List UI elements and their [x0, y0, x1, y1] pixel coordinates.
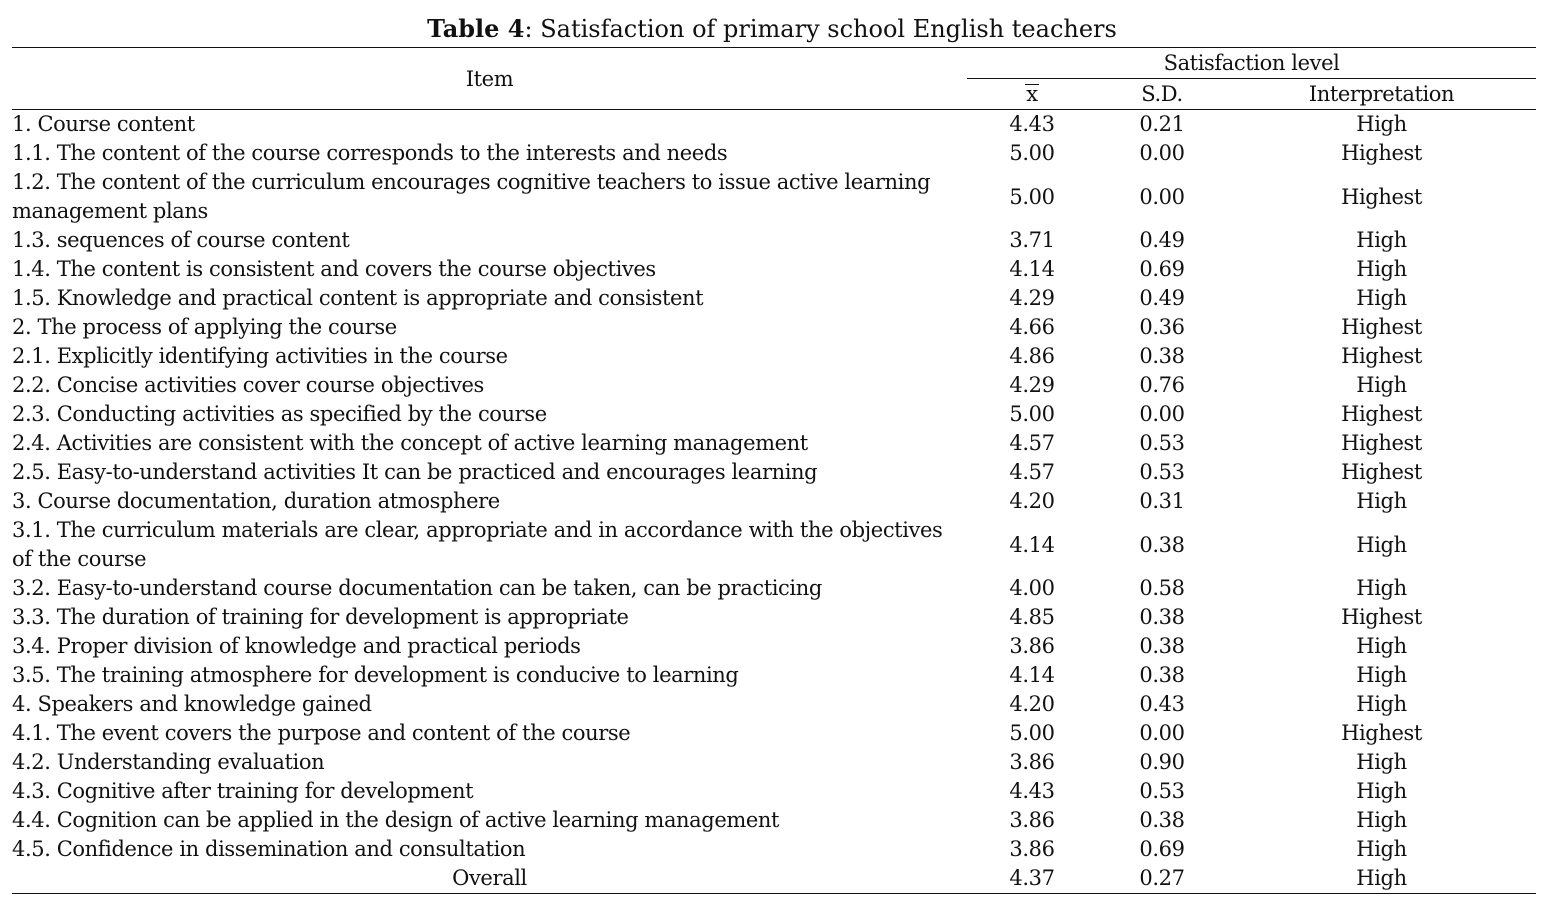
- item-column-header: Item: [12, 48, 967, 110]
- mean-cell: 4.43: [1009, 779, 1055, 803]
- mean-symbol: x: [1026, 82, 1038, 106]
- sd-cell: 0.38: [1139, 808, 1185, 832]
- sd-cell: 0.38: [1139, 605, 1185, 629]
- item-cell: 1.2. The content of the curriculum encourages cognitive teachers to issue active learning management plans: [12, 170, 931, 223]
- interpretation-cell: Highest: [1341, 315, 1422, 339]
- item-cell: 3. Course documentation, duration atmosphere: [12, 489, 500, 513]
- sd-cell: 0.00: [1139, 721, 1185, 745]
- mean-cell: 4.29: [1009, 373, 1055, 397]
- interpretation-cell: Highest: [1341, 605, 1422, 629]
- mean-cell: 4.85: [1009, 605, 1055, 629]
- interpretation-cell: Highest: [1341, 721, 1422, 745]
- interpretation-cell: High: [1356, 489, 1407, 513]
- interpretation-cell: High: [1356, 228, 1407, 252]
- item-cell: 4.5. Confidence in dissemination and consultation: [12, 837, 526, 861]
- sd-cell: 0.58: [1139, 576, 1185, 600]
- mean-cell: 4.14: [1009, 532, 1055, 557]
- interpretation-cell: High: [1356, 808, 1407, 832]
- interpretation-cell: Highest: [1341, 431, 1422, 455]
- interpretation-cell: High: [1356, 576, 1407, 600]
- mean-cell: 5.00: [1009, 184, 1055, 209]
- table-row: [12, 371, 1536, 400]
- sd-cell: 0.49: [1139, 286, 1185, 310]
- sd-cell: 0.38: [1139, 634, 1185, 658]
- item-cell: 2. The process of applying the course: [12, 315, 397, 339]
- item-cell: 4.4. Cognition can be applied in the design of active learning management: [12, 808, 780, 832]
- interpretation-cell: Highest: [1341, 402, 1422, 426]
- interpretation-cell: Highest: [1341, 141, 1422, 165]
- item-cell: 3.3. The duration of training for development is appropriate: [12, 605, 629, 629]
- item-cell: 1. Course content: [12, 112, 195, 136]
- table-row: [12, 603, 1536, 632]
- table-row: [12, 748, 1536, 777]
- sd-cell: 0.31: [1139, 489, 1185, 513]
- interpretation-cell: High: [1356, 692, 1407, 716]
- satisfaction-level-header: Satisfaction level: [967, 48, 1536, 79]
- interpretation-cell: Highest: [1341, 184, 1422, 209]
- table-row: [12, 574, 1536, 603]
- interpretation-cell: High: [1356, 286, 1407, 310]
- item-cell: 3.2. Easy-to-understand course documentation can be taken, can be practicing: [12, 576, 822, 600]
- mean-cell: 5.00: [1009, 402, 1055, 426]
- table-row: [12, 139, 1536, 168]
- mean-cell: 3.86: [1009, 634, 1055, 658]
- table-row: [12, 284, 1536, 313]
- item-cell: 4.1. The event covers the purpose and content of the course: [12, 721, 631, 745]
- table-caption-text: : Satisfaction of primary school English teachers: [524, 15, 1117, 43]
- item-cell: 3.1. The curriculum materials are clear, appropriate and in accordance with the objectives of the course: [12, 518, 943, 571]
- mean-cell: 3.86: [1009, 808, 1055, 832]
- sd-cell: 0.38: [1139, 663, 1185, 687]
- item-cell: 2.4. Activities are consistent with the concept of active learning management: [12, 431, 808, 455]
- table-row: [12, 400, 1536, 429]
- interpretation-cell: High: [1356, 634, 1407, 658]
- sd-cell: 0.38: [1139, 532, 1185, 557]
- mean-cell: 3.86: [1009, 750, 1055, 774]
- interpretation-cell: High: [1356, 112, 1407, 136]
- sd-cell: 0.53: [1139, 779, 1185, 803]
- table-row: [12, 458, 1536, 487]
- interpretation-cell: High: [1356, 779, 1407, 803]
- mean-cell: 4.43: [1009, 112, 1055, 136]
- mean-cell: 4.20: [1009, 692, 1055, 716]
- interpretation-column-header: Interpretation: [1227, 79, 1536, 110]
- item-cell: 1.5. Knowledge and practical content is appropriate and consistent: [12, 286, 704, 310]
- satisfaction-table: [12, 47, 1536, 894]
- mean-cell: 4.29: [1009, 286, 1055, 310]
- sd-cell: 0.76: [1139, 373, 1185, 397]
- mean-cell: 3.71: [1009, 228, 1055, 252]
- table-row: [12, 313, 1536, 342]
- sd-cell: 0.21: [1139, 112, 1185, 136]
- item-cell: 2.2. Concise activities cover course objectives: [12, 373, 484, 397]
- interpretation-cell: High: [1356, 532, 1407, 557]
- interpretation-cell: High: [1356, 373, 1407, 397]
- table-row: [12, 487, 1536, 516]
- table-caption-label: Table 4: [427, 14, 525, 43]
- table-row: [12, 661, 1536, 690]
- mean-cell: 5.00: [1009, 721, 1055, 745]
- item-cell: 4.2. Understanding evaluation: [12, 750, 325, 774]
- sd-cell: 0.00: [1139, 184, 1185, 209]
- mean-cell: 4.14: [1009, 663, 1055, 687]
- mean-cell: 4.57: [1009, 431, 1055, 455]
- sd-cell: 0.43: [1139, 692, 1185, 716]
- sd-column-header: S.D.: [1097, 79, 1227, 110]
- interpretation-cell: High: [1356, 750, 1407, 774]
- overall-row: [12, 864, 1536, 894]
- item-cell: 2.5. Easy-to-understand activities It can be practiced and encourages learning: [12, 460, 818, 484]
- mean-cell: 4.20: [1009, 489, 1055, 513]
- item-cell: 1.1. The content of the course corresponds to the interests and needs: [12, 141, 728, 165]
- sd-cell: 0.00: [1139, 141, 1185, 165]
- sd-cell: 0.00: [1139, 402, 1185, 426]
- sd-cell: 0.90: [1139, 750, 1185, 774]
- item-cell: 1.4. The content is consistent and covers the course objectives: [12, 257, 656, 281]
- sd-cell: 0.53: [1139, 431, 1185, 455]
- table-row: [12, 226, 1536, 255]
- table-row: [12, 516, 1536, 574]
- sd-cell: 0.49: [1139, 228, 1185, 252]
- overall-sd-cell: 0.27: [1097, 864, 1227, 894]
- table-row: [12, 632, 1536, 661]
- mean-cell: 4.14: [1009, 257, 1055, 281]
- overall-label-cell: Overall: [12, 864, 967, 894]
- mean-column-header: [967, 79, 1097, 110]
- mean-cell: 4.57: [1009, 460, 1055, 484]
- item-cell: 2.3. Conducting activities as specified by the course: [12, 402, 547, 426]
- item-cell: 4.3. Cognitive after training for development: [12, 779, 474, 803]
- table-caption: [0, 14, 1544, 44]
- table-row: [12, 835, 1536, 864]
- item-cell: 2.1. Explicitly identifying activities in the course: [12, 344, 508, 368]
- table-row: [12, 429, 1536, 458]
- sd-cell: 0.53: [1139, 460, 1185, 484]
- interpretation-cell: High: [1356, 663, 1407, 687]
- item-cell: 1.3. sequences of course content: [12, 228, 350, 252]
- item-cell: 3.5. The training atmosphere for development is conducive to learning: [12, 663, 739, 687]
- table-row: [12, 690, 1536, 719]
- interpretation-cell: High: [1356, 257, 1407, 281]
- mean-cell: 4.66: [1009, 315, 1055, 339]
- sd-cell: 0.36: [1139, 315, 1185, 339]
- mean-cell: 3.86: [1009, 837, 1055, 861]
- table-row: [12, 777, 1536, 806]
- table-row: [12, 806, 1536, 835]
- table-row: [12, 168, 1536, 226]
- table-header: [12, 48, 1536, 110]
- sd-cell: 0.69: [1139, 837, 1185, 861]
- overall-interpretation-cell: High: [1227, 864, 1536, 894]
- mean-cell: 4.00: [1009, 576, 1055, 600]
- mean-cell: 4.86: [1009, 344, 1055, 368]
- item-cell: 4. Speakers and knowledge gained: [12, 692, 372, 716]
- table-row: [12, 719, 1536, 748]
- mean-cell: 5.00: [1009, 141, 1055, 165]
- sd-cell: 0.69: [1139, 257, 1185, 281]
- interpretation-cell: Highest: [1341, 460, 1422, 484]
- sd-cell: 0.38: [1139, 344, 1185, 368]
- interpretation-cell: Highest: [1341, 344, 1422, 368]
- table-row: [12, 110, 1536, 140]
- table-body: [12, 110, 1536, 894]
- table-row: [12, 255, 1536, 284]
- interpretation-cell: High: [1356, 837, 1407, 861]
- table-row: [12, 342, 1536, 371]
- item-cell: 3.4. Proper division of knowledge and practical periods: [12, 634, 581, 658]
- overall-mean-cell: 4.37: [967, 864, 1097, 894]
